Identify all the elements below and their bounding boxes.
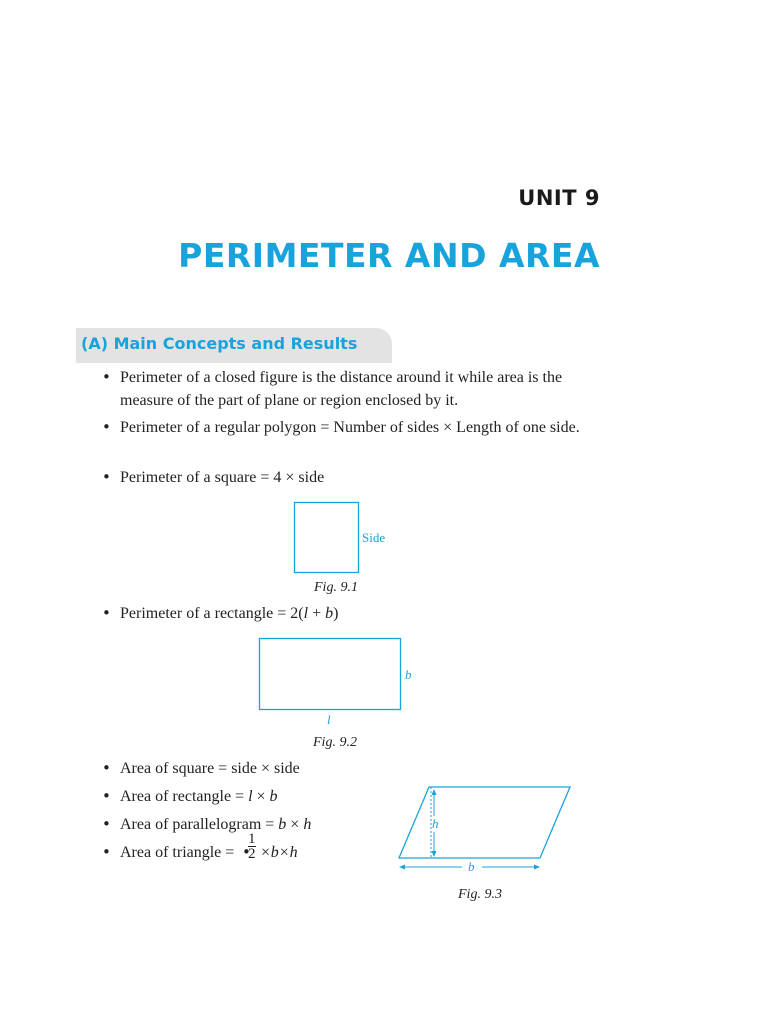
fraction-denominator: 2 — [248, 846, 256, 862]
plus-sign: + — [308, 605, 326, 622]
fig-9-2-caption: Fig. 9.2 — [313, 735, 357, 750]
section-heading: (A) Main Concepts and Results — [81, 334, 358, 353]
breadth-label: b — [405, 667, 412, 682]
var-l: l — [303, 605, 309, 622]
bullet-square-perimeter — [120, 466, 600, 489]
chapter-title: PERIMETER AND AREA — [178, 236, 600, 275]
bullet-text: Area of rectangle = — [120, 788, 249, 805]
var-b: b — [269, 788, 278, 805]
square-figure — [294, 502, 360, 574]
fig-9-1-caption: Fig. 9.1 — [314, 580, 358, 595]
bullet-text: Perimeter of a square = 4 × side — [120, 469, 325, 486]
fig-9-3-caption: Fig. 9.3 — [458, 887, 502, 902]
var-l: l — [248, 788, 253, 805]
var-h: h — [303, 816, 312, 833]
length-label: l — [327, 712, 331, 727]
bullet-text: Perimeter of a closed figure is the distance around it while area is the measure of the part of plane or region enclosed by it. — [120, 369, 563, 409]
bullet-rectangle-perimeter — [120, 602, 600, 625]
bullet-text: Perimeter of a regular polygon = Number of sides × Length of one side. — [120, 419, 580, 436]
section-heading-box — [76, 328, 392, 363]
height-label: h — [432, 816, 439, 831]
bullet-text: Area of square = side × side — [120, 760, 300, 777]
bullet-perimeter-definition — [120, 366, 600, 412]
rectangle-figure — [259, 638, 403, 712]
bullet-regular-polygon — [120, 416, 600, 439]
close-paren: ) — [333, 605, 339, 622]
base-label: b — [468, 859, 475, 874]
times-sign: × — [252, 788, 270, 805]
bullet-text: Area of parallelogram = — [120, 816, 279, 833]
formula-tail: ×b×h — [260, 844, 298, 861]
bullet-rectangle-area — [120, 785, 380, 808]
var-b: b — [325, 605, 334, 622]
bullet-text: Area of triangle = — [120, 844, 235, 861]
bullet-square-area — [120, 757, 380, 780]
bullet-text: Perimeter of a rectangle = 2( — [120, 605, 304, 622]
side-label: Side — [362, 530, 386, 545]
parallelogram-figure — [398, 786, 573, 874]
times-sign: × — [286, 816, 304, 833]
unit-label: UNIT 9 — [518, 186, 600, 210]
var-b: b — [278, 816, 287, 833]
fraction-numerator: 1 — [248, 831, 256, 847]
